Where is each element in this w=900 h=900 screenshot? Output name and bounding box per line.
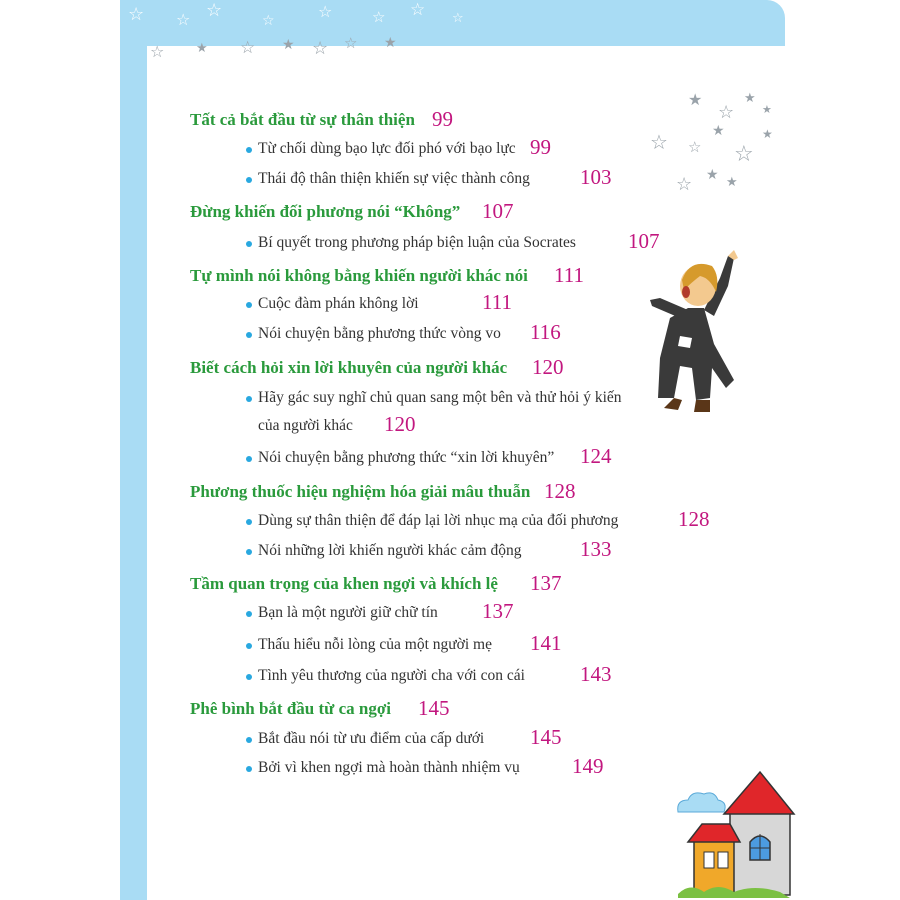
section-page-number: 107 <box>482 199 514 223</box>
star-icon: ☆ <box>206 0 223 21</box>
star-icon: ☆ <box>240 38 256 58</box>
bullet-icon <box>246 519 252 525</box>
subsection-title: Dùng sự thân thiện để đáp lại lời nhục mạ của đối phương <box>258 512 619 529</box>
star-icon: ☆ <box>344 34 358 52</box>
star-icon: ★ <box>726 175 738 190</box>
star-icon: ★ <box>196 41 208 56</box>
star-icon: ★ <box>282 37 295 53</box>
bullet-icon <box>246 737 252 743</box>
bullet-icon <box>246 396 252 402</box>
subsection-title: Từ chối dùng bạo lực đối phó với bạo lực <box>258 140 516 157</box>
subsection-title: Tình yêu thương của người cha với con cái <box>258 667 525 684</box>
star-icon: ★ <box>712 123 725 139</box>
subsection-page-number: 116 <box>530 320 561 344</box>
section-heading: Tất cả bắt đầu từ sự thân thiện <box>190 110 415 129</box>
star-icon: ☆ <box>372 8 386 26</box>
bullet-icon <box>246 241 252 247</box>
subsection-title: Nói chuyện bằng phương thức vòng vo <box>258 325 501 342</box>
subsection-title: Nói những lời khiến người khác cảm động <box>258 542 522 559</box>
star-icon: ☆ <box>318 2 333 21</box>
section-page-number: 111 <box>554 263 584 287</box>
subsection-page-number: 103 <box>580 165 612 189</box>
star-icon: ☆ <box>410 0 426 20</box>
section-heading: Phương thuốc hiệu nghiệm hóa giải mâu thuẫn <box>190 482 531 501</box>
subsection-page-number: 107 <box>628 229 660 253</box>
star-icon: ★ <box>762 127 773 141</box>
subsection-page-number: 124 <box>580 444 612 468</box>
subsection-page-number: 145 <box>530 725 562 749</box>
subsection-page-number: 120 <box>384 412 416 436</box>
star-icon: ☆ <box>650 130 668 154</box>
star-icon: ★ <box>384 35 397 51</box>
bullet-icon <box>246 549 252 555</box>
bullet-icon <box>246 643 252 649</box>
bullet-icon <box>246 766 252 772</box>
subsection-page-number: 133 <box>580 537 612 561</box>
star-icon: ★ <box>688 90 703 109</box>
subsection-title-line2: của người khác <box>258 417 353 434</box>
subsection-page-number: 141 <box>530 631 562 655</box>
star-icon: ☆ <box>262 13 275 29</box>
subsection-title: Bạn là một người giữ chữ tín <box>258 604 438 621</box>
star-icon: ☆ <box>676 174 693 195</box>
star-icon: ★ <box>744 91 756 106</box>
star-icon: ★ <box>762 103 772 116</box>
section-page-number: 145 <box>418 696 450 720</box>
star-icon: ☆ <box>128 4 145 25</box>
star-icon: ☆ <box>688 138 702 156</box>
subsection-title: Bắt đầu nói từ ưu điểm của cấp dưới <box>258 730 485 747</box>
section-page-number: 128 <box>544 479 576 503</box>
subsection-page-number: 143 <box>580 662 612 686</box>
subsection-title: Hãy gác suy nghĩ chủ quan sang một bên và thử hỏi ý kiến <box>258 389 622 406</box>
subsection-page-number: 111 <box>482 290 512 314</box>
section-heading: Tự mình nói không bằng khiến người khác nói <box>190 266 528 285</box>
subsection-title: Thái độ thân thiện khiến sự việc thành công <box>258 170 530 187</box>
subsection-page-number: 99 <box>530 135 551 159</box>
star-icon: ☆ <box>312 38 329 59</box>
bullet-icon <box>246 147 252 153</box>
subsection-title: Nói chuyện bằng phương thức “xin lời khuyên” <box>258 449 555 466</box>
subsection-title: Cuộc đàm phán không lời <box>258 295 419 312</box>
star-icon: ☆ <box>718 102 735 123</box>
section-page-number: 99 <box>432 107 453 131</box>
section-heading: Đừng khiến đối phương nói “Không” <box>190 202 461 221</box>
star-icon: ☆ <box>734 142 754 167</box>
star-icon: ★ <box>706 167 719 183</box>
bullet-icon <box>246 177 252 183</box>
subsection-page-number: 128 <box>678 507 710 531</box>
bullet-icon <box>246 302 252 308</box>
bullet-icon <box>246 674 252 680</box>
subsection-title: Bởi vì khen ngợi mà hoàn thành nhiệm vụ <box>258 759 520 776</box>
bullet-icon <box>246 611 252 617</box>
bullet-icon <box>246 332 252 338</box>
star-icon: ☆ <box>150 42 165 61</box>
star-icon: ☆ <box>452 11 464 26</box>
star-icon: ☆ <box>176 10 191 29</box>
section-page-number: 137 <box>530 571 562 595</box>
subsection-page-number: 137 <box>482 599 514 623</box>
bullet-icon <box>246 456 252 462</box>
section-heading: Tầm quan trọng của khen ngợi và khích lệ <box>190 574 498 593</box>
subsection-title: Thấu hiểu nỗi lòng của một người mẹ <box>258 636 492 653</box>
section-heading: Biết cách hỏi xin lời khuyên của người khác <box>190 358 508 377</box>
subsection-title: Bí quyết trong phương pháp biện luận của Socrates <box>258 234 576 251</box>
subsection-page-number: 149 <box>572 754 604 778</box>
section-heading: Phê bình bắt đầu từ ca ngợi <box>190 699 391 718</box>
section-page-number: 120 <box>532 355 564 379</box>
